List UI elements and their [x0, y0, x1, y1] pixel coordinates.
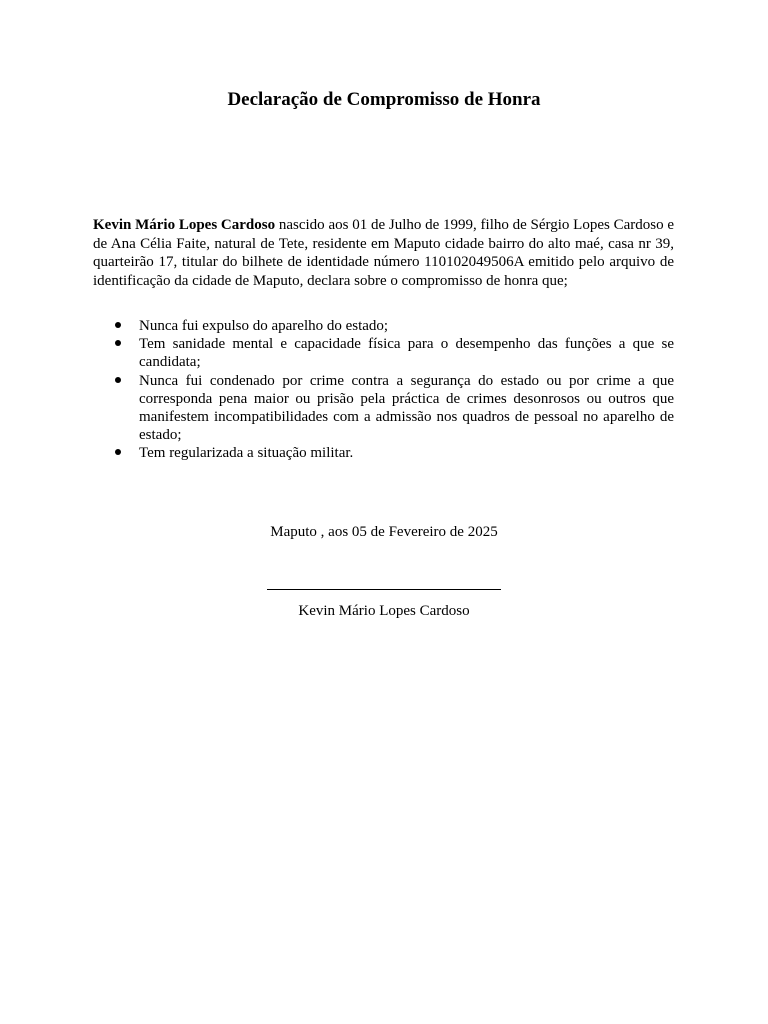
place-date: Maputo , aos 05 de Fevereiro de 2025	[270, 524, 498, 540]
bullet-icon	[115, 340, 121, 346]
bullet-icon	[115, 377, 121, 383]
list-item-text: Tem sanidade mental e capacidade física para o desempenho das funções a que se candidata;	[139, 336, 674, 371]
signature-name: Kevin Mário Lopes Cardoso	[298, 603, 470, 619]
bullet-icon	[115, 449, 121, 455]
declaration-paragraph	[93, 216, 674, 290]
list-item-text: Nunca fui condenado por crime contra a segurança do estado ou por crime a que corresponda pena maior ou prisão pela práctica de crimes desonrosos ou outros que manifestem incompatibilidades com a admissão nos quadros de pessoal no aparelho de estado;	[139, 372, 674, 444]
declaration-intro-text: nascido aos 01 de Julho de 1999, filho de Sérgio Lopes Cardoso e de Ana Célia Faite, natural de Tete, residente em Maputo cidade bairro do alto maé, casa nr 39, quarteirão 17, titular do bilhete de identidade número 110102049506A emitido pelo arquivo de identificação da cidade de Maputo, declara sobre o compromisso de honra que;	[93, 217, 674, 289]
list-item	[93, 335, 674, 371]
signature-line	[267, 589, 501, 590]
list-item-text: Nunca fui expulso do aparelho do estado;	[139, 318, 389, 334]
document-title: Declaração de Compromisso de Honra	[227, 89, 541, 110]
list-item	[93, 317, 674, 335]
list-item	[93, 444, 674, 462]
list-item-text: Tem regularizada a situação militar.	[139, 445, 354, 462]
list-item	[93, 372, 674, 445]
declarant-name: Kevin Mário Lopes Cardoso	[93, 217, 276, 233]
commitment-list	[93, 317, 674, 463]
bullet-icon	[115, 322, 121, 328]
